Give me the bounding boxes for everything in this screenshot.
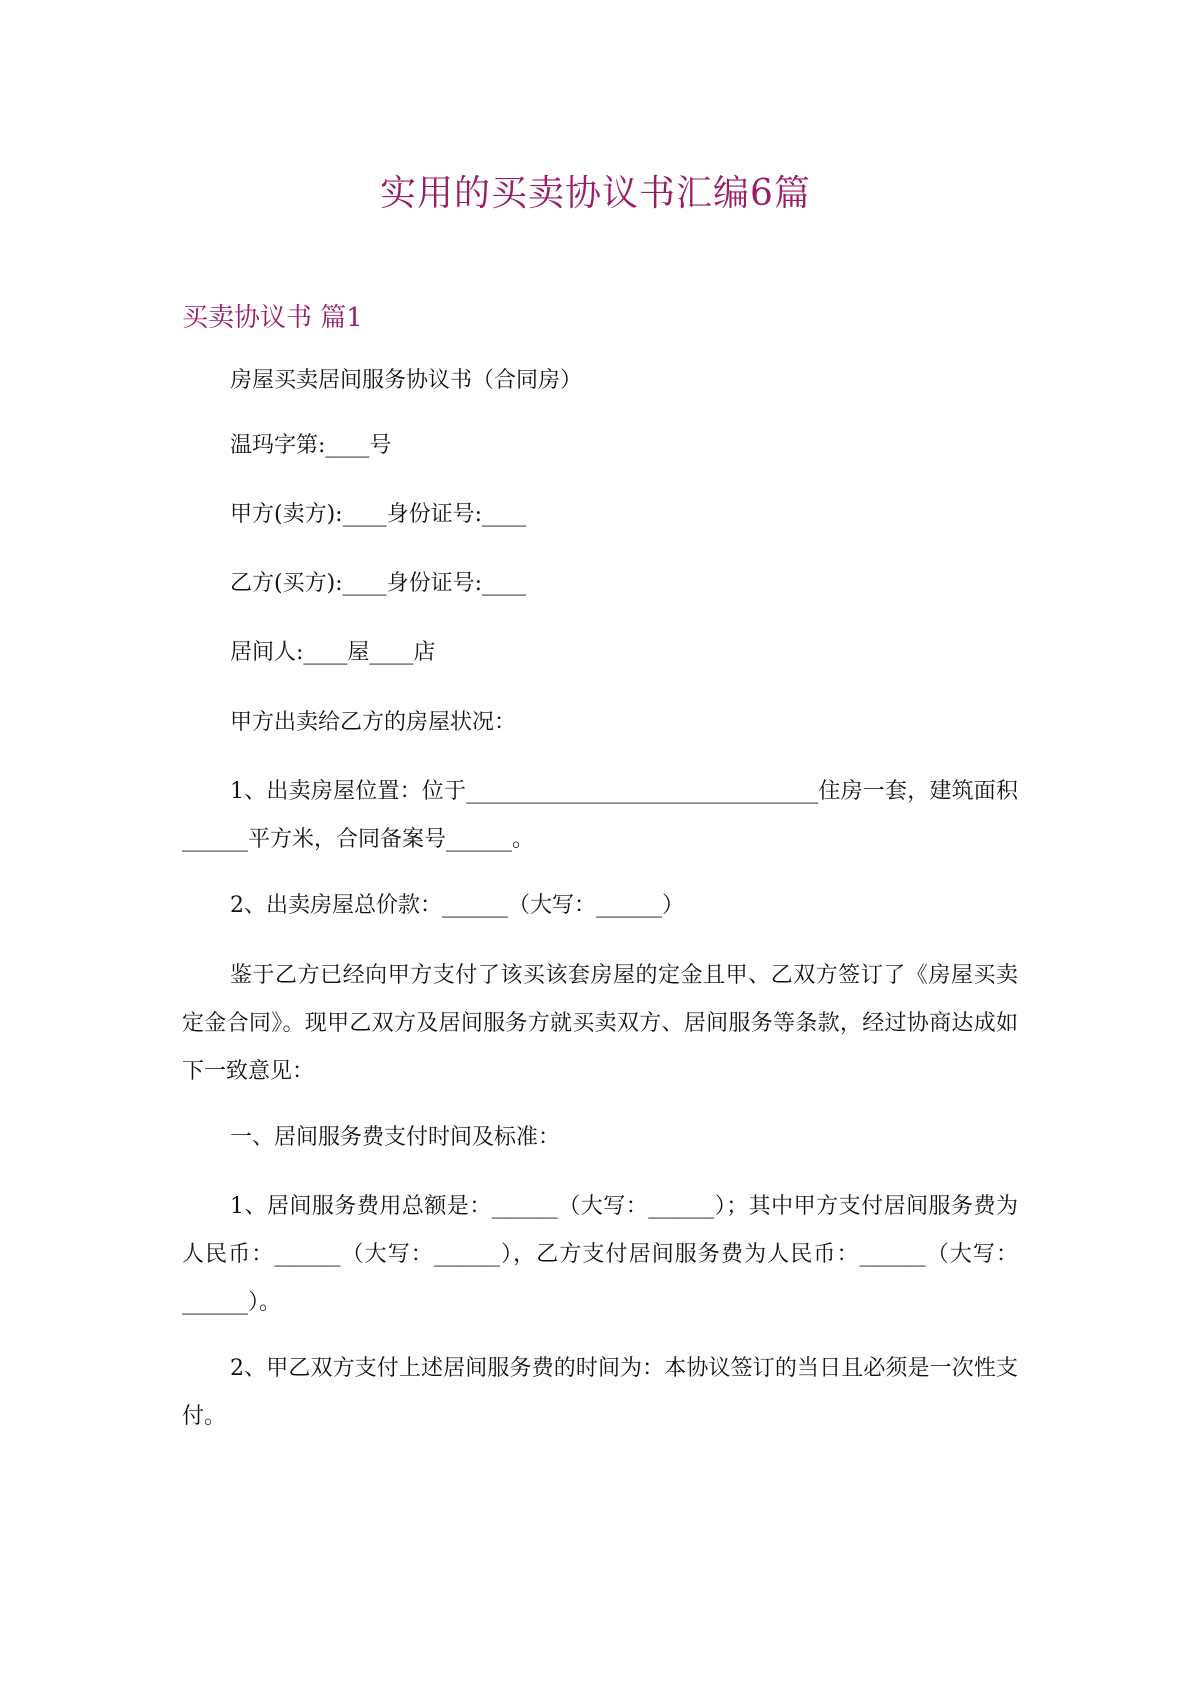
paragraph-preamble: 鉴于乙方已经向甲方支付了该买该套房屋的定金且甲、乙双方签订了《房屋买卖定金合同》。现甲乙双方及居间服务方就买卖双方、居间服务等条款，经过协商达成如下一致意见： <box>182 963 1018 1084</box>
paragraph-intermediary: 居间人:____屋____店 <box>230 640 436 665</box>
paragraph-fee-heading: 一、居间服务费支付时间及标准： <box>230 1125 561 1150</box>
paragraph-house-location: 1、出卖房屋位置：位于________________________________住房一套，建筑面积______平方米，合同备案号______。 <box>182 779 1018 852</box>
document-title: 实用的买卖协议书汇编6篇 <box>380 173 811 214</box>
paragraph-total-price: 2、出卖房屋总价款：______（大写：______） <box>230 893 684 918</box>
paragraph-party-b: 乙方(买方):____身份证号:____ <box>230 571 526 596</box>
paragraph-party-a: 甲方(卖方):____身份证号:____ <box>230 502 526 527</box>
paragraph-contract-name: 房屋买卖居间服务协议书（合同房） <box>230 368 583 393</box>
paragraph-contract-number: 温玛字第:____号 <box>230 433 392 458</box>
paragraph-house-status: 甲方出卖给乙方的房屋状况： <box>230 710 517 735</box>
paragraph-fee-time: 2、甲乙双方支付上述居间服务费的时间为：本协议签订的当日且必须是一次性支付。 <box>182 1356 1018 1429</box>
section-heading: 买卖协议书 篇1 <box>182 303 363 333</box>
paragraph-fee-amount: 1、居间服务费用总额是：______（大写：______）；其中甲方支付居间服务费为人民币：______（大写：______），乙方支付居间服务费为人民币：______（大写：______）。 <box>182 1194 1018 1315</box>
